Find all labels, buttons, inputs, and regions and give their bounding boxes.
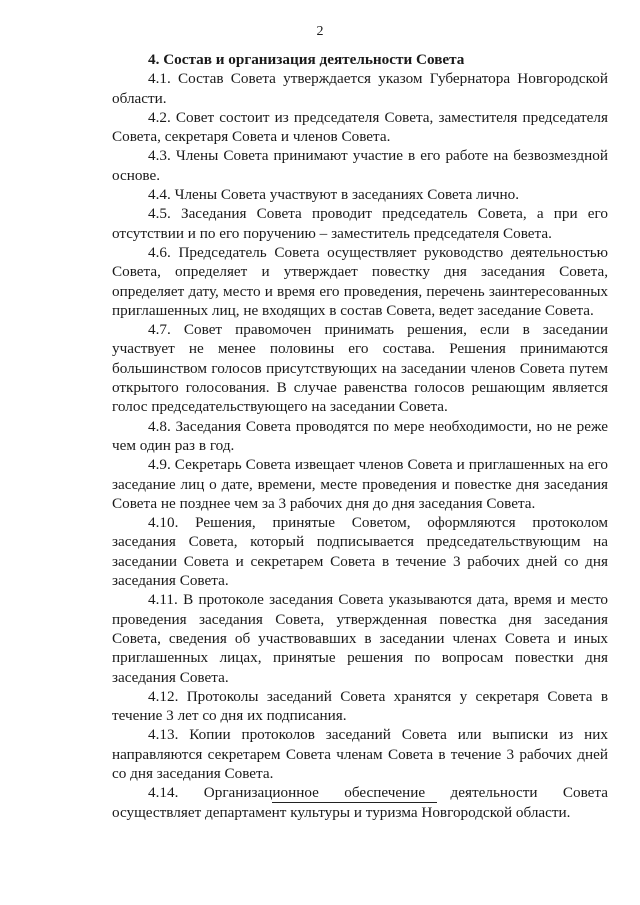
paragraph-4-13: 4.13. Копии протоколов заседаний Совета или выписки из них направляются секретарем Совета членам Совета в течение 3 рабочих дней со дня заседания Совета.: [112, 726, 608, 782]
paragraph-4-14: 4.14. Организационное обеспечение деятельности Совета осуществляет департамент культуры и туризма Новгородской области.: [112, 784, 608, 821]
paragraph-4-10: 4.10. Решения, принятые Советом, оформляются протоколом заседания Совета, который подписывается председательствующим на заседании Совета и секретарем Совета в течение 3 рабочих дней со дня заседания Совета.: [112, 514, 608, 590]
page-number: 2: [316, 24, 324, 39]
paragraph-4-9: 4.9. Секретарь Совета извещает членов Совета и приглашенных на его заседание лиц о дате, времени, месте проведения и повестке дня заседания Совета не позднее чем за 3 рабочих дня до дня заседания Совета.: [112, 456, 608, 512]
closing-divider: [272, 802, 437, 803]
paragraph-4-5: 4.5. Заседания Совета проводит председатель Совета, а при его отсутствии и по его поручению – заместитель председателя Совета.: [112, 205, 608, 242]
document-body: [112, 50, 608, 822]
paragraph-4-8: 4.8. Заседания Совета проводятся по мере необходимости, но не реже чем один раз в год.: [112, 417, 608, 454]
paragraph-4-7: 4.7. Совет правомочен принимать решения, если в заседании участвует не менее половины его состава. Решения принимаются большинством голосов присутствующих на заседании членов Совета путем открытого голосования. В случае равенства голосов решающим является голос председательствующего на заседании Совета.: [112, 321, 608, 416]
section-title: 4. Состав и организация деятельности Совета: [148, 51, 465, 68]
paragraph-4-2: 4.2. Совет состоит из председателя Совета, заместителя председателя Совета, секретаря Совета и членов Совета.: [112, 108, 608, 146]
paragraph-4-6: 4.6. Председатель Совета осуществляет руководство деятельностью Совета, определяет и утверждает повестку дня заседания Совета, определяет дату, место и время его проведения, перечень заинтересованных приглашенных лиц, не входящих в состав Совета, ведет заседание Совета.: [112, 243, 608, 319]
paragraph-4-1: 4.1. Состав Совета утверждается указом Губернатора Новгородской области.: [112, 70, 608, 107]
paragraph-4-11: 4.11. В протоколе заседания Совета указываются дата, время и место проведения заседания Совета, утвержденная повестка дня заседания Совета, сведения об участвовавших в заседании членах Совета и иных приглашенных лицах, принятые решения по вопросам повестки дня заседания Совета.: [112, 591, 608, 686]
paragraph-4-3: 4.3. Члены Совета принимают участие в его работе на безвозмездной основе.: [112, 147, 608, 184]
paragraph-4-12: 4.12. Протоколы заседаний Совета хранятся у секретаря Совета в течение 3 лет со дня их подписания.: [112, 687, 608, 725]
paragraph-4-4: 4.4. Члены Совета участвуют в заседаниях Совета лично.: [148, 186, 520, 204]
